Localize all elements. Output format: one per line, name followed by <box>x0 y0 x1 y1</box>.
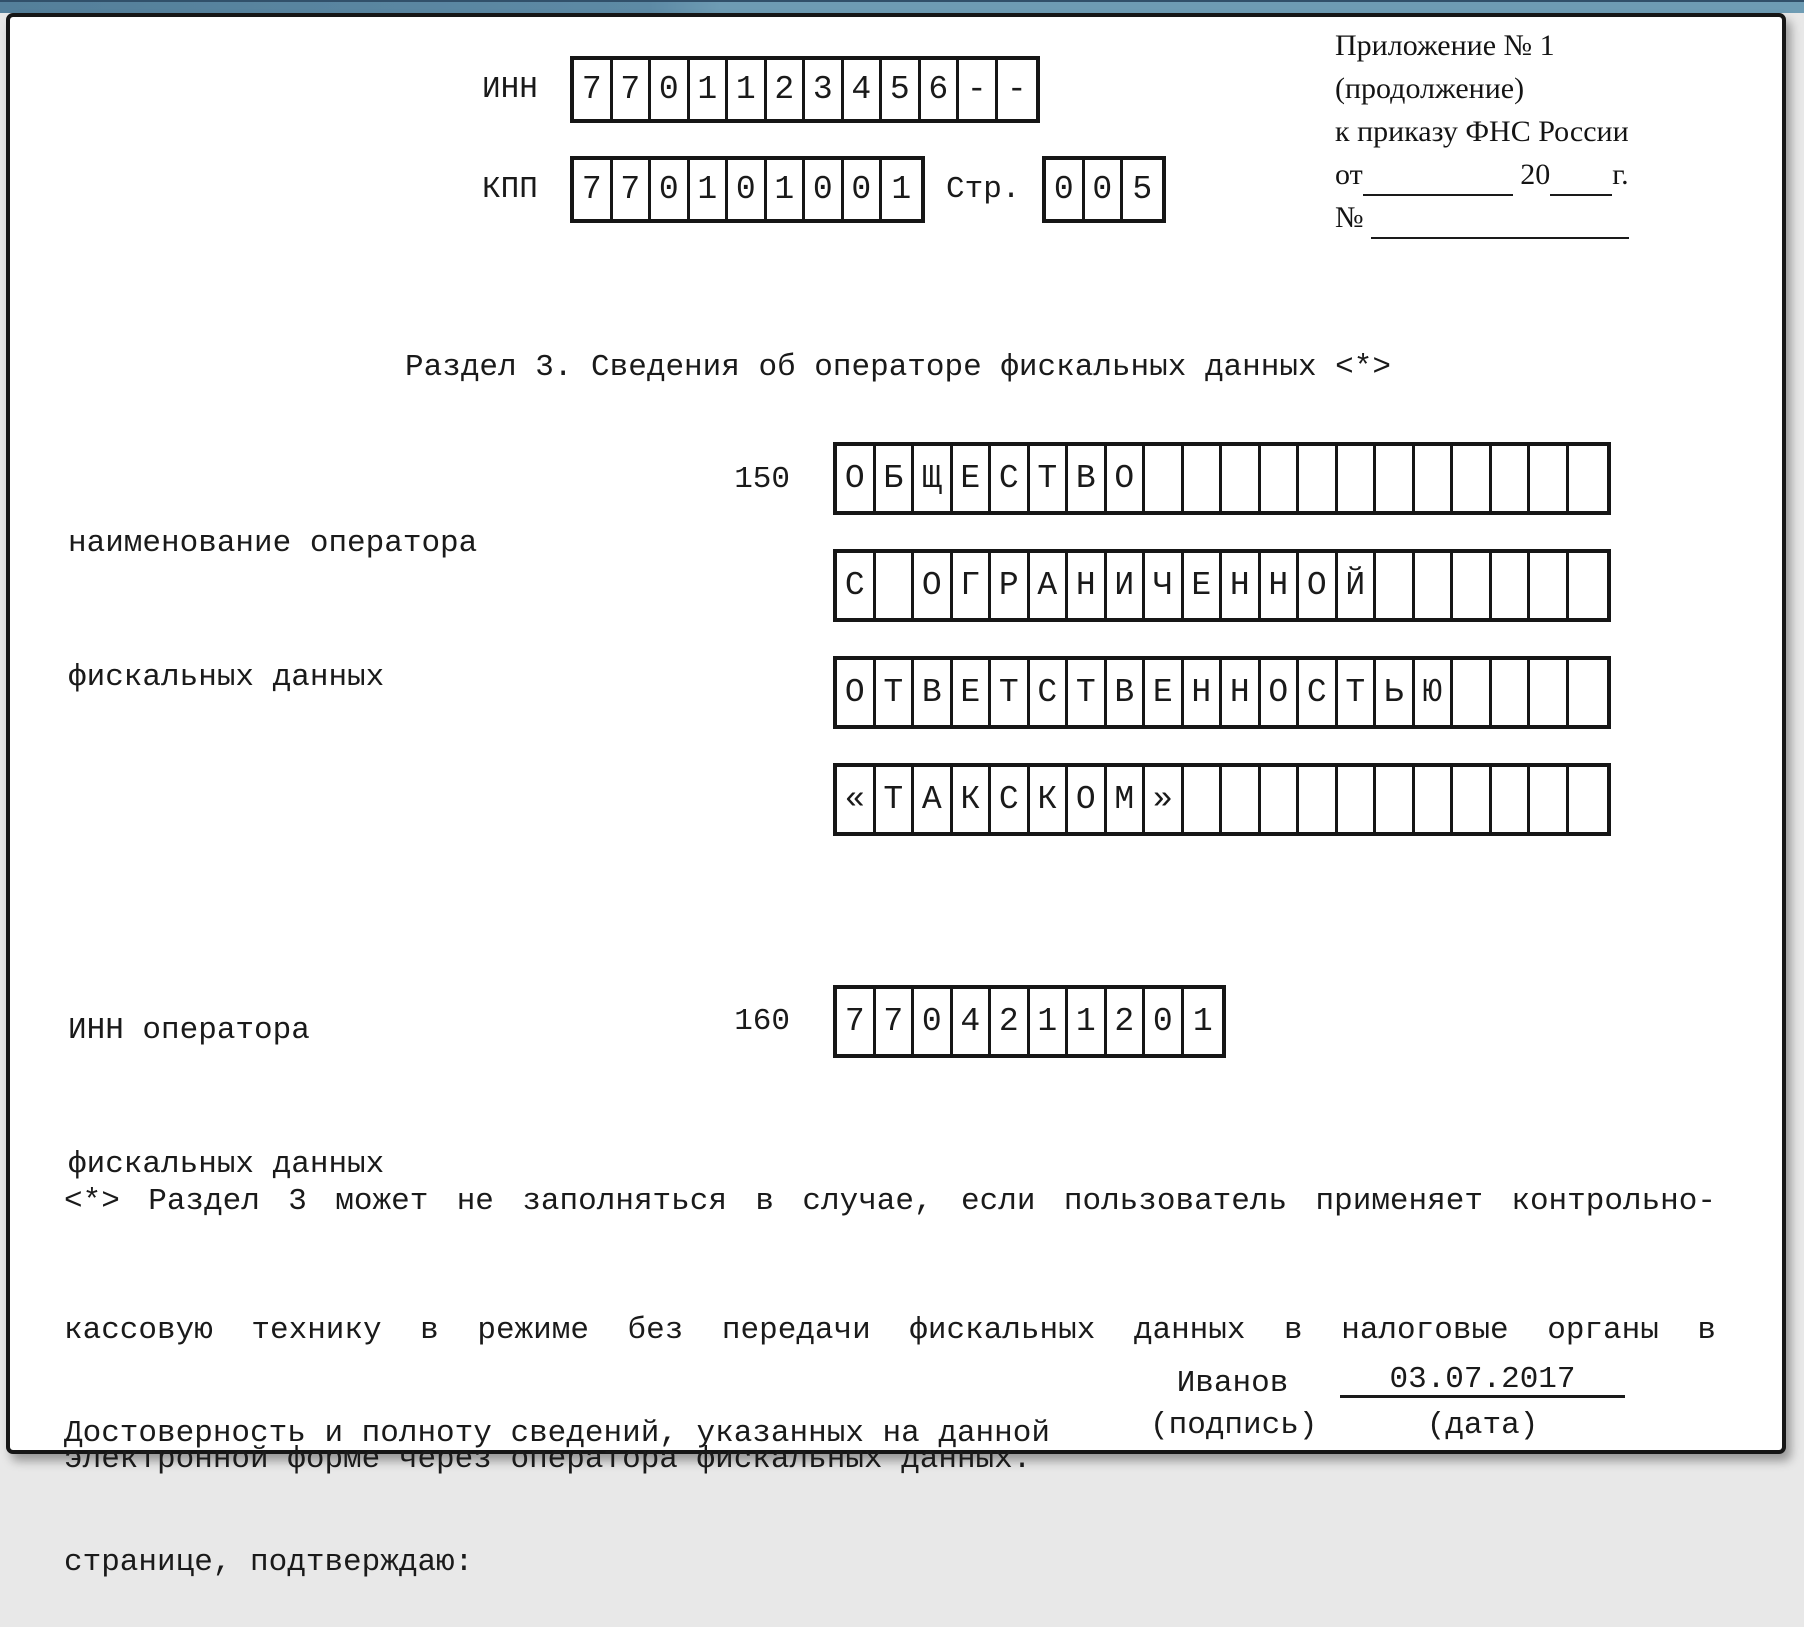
char-cell: 1 <box>1068 989 1107 1054</box>
appendix-line-2: (продолжение) <box>1335 72 1525 105</box>
appendix-line-1: Приложение № 1 <box>1335 29 1555 62</box>
year-suffix: г. <box>1612 158 1629 191</box>
char-cell: 0 <box>844 160 883 219</box>
char-cell <box>876 553 915 618</box>
char-cell <box>1569 660 1608 725</box>
char-cell <box>1492 446 1531 511</box>
char-cell <box>1145 446 1184 511</box>
char-cell <box>1299 446 1338 511</box>
char-cell: Т <box>991 660 1030 725</box>
date-blank-line <box>1363 162 1513 196</box>
char-cell <box>1569 553 1608 618</box>
char-cell: С <box>991 767 1030 832</box>
char-cell: О <box>1261 660 1300 725</box>
number-blank-line <box>1371 205 1629 239</box>
char-cell <box>1376 553 1415 618</box>
confirmation-statement <box>64 1326 1050 1627</box>
char-cell <box>1222 767 1261 832</box>
char-cell: О <box>914 553 953 618</box>
page-number-cells <box>1042 156 1166 223</box>
field150-row-3 <box>833 656 1611 729</box>
char-cell <box>1492 767 1531 832</box>
char-cell: В <box>1107 660 1146 725</box>
confirmation-line-2: странице, подтверждаю: <box>64 1545 474 1580</box>
kpp-cells <box>570 156 925 223</box>
char-cell: М <box>1107 767 1146 832</box>
char-cell: 7 <box>876 989 915 1054</box>
field150-label-line2: фискальных данных <box>68 660 385 695</box>
section-title: Раздел 3. Сведения об операторе фискальных данных <*> <box>405 350 1391 385</box>
char-cell: 1 <box>728 60 767 119</box>
field150-row-2 <box>833 549 1611 622</box>
char-cell <box>1569 767 1608 832</box>
char-cell: Е <box>953 446 992 511</box>
year-blank-line <box>1550 162 1612 196</box>
char-cell <box>1415 767 1454 832</box>
char-cell: 0 <box>914 989 953 1054</box>
inn-cells <box>570 56 1040 123</box>
char-cell: Т <box>1338 660 1377 725</box>
char-cell: - <box>959 60 998 119</box>
char-cell <box>1453 660 1492 725</box>
char-cell <box>1415 553 1454 618</box>
field160-label-line2: фискальных данных <box>68 1147 385 1182</box>
signature-date-caption: (дата) <box>1426 1408 1539 1443</box>
char-cell: 2 <box>991 989 1030 1054</box>
char-cell: 0 <box>651 160 690 219</box>
char-cell <box>1415 446 1454 511</box>
char-cell: Щ <box>914 446 953 511</box>
char-cell: 7 <box>613 60 652 119</box>
field150-label-line1: наименование оператора <box>68 526 478 561</box>
char-cell: 7 <box>837 989 876 1054</box>
char-cell: Ч <box>1145 553 1184 618</box>
char-cell <box>1530 446 1569 511</box>
char-cell: » <box>1145 767 1184 832</box>
field160-label-line1: ИНН оператора <box>68 1013 310 1048</box>
signature-date: 03.07.2017 <box>1340 1358 1625 1398</box>
char-cell <box>1453 553 1492 618</box>
char-cell: С <box>1030 660 1069 725</box>
field150-code: 150 <box>734 462 790 497</box>
char-cell <box>1376 767 1415 832</box>
appendix-header <box>1335 24 1675 239</box>
appendix-number-line <box>1335 196 1675 239</box>
char-cell: 1 <box>1192 1003 1213 1040</box>
char-cell <box>1492 660 1531 725</box>
char-cell <box>1569 446 1608 511</box>
char-cell: 2 <box>767 60 806 119</box>
char-cell: А <box>1030 553 1069 618</box>
char-cell <box>1453 446 1492 511</box>
char-cell: В <box>914 660 953 725</box>
char-cell: 1 <box>767 160 806 219</box>
char-cell: Е <box>953 660 992 725</box>
appendix-date-line <box>1335 153 1675 196</box>
char-cell: Е <box>1184 553 1223 618</box>
char-cell: 6 <box>921 60 960 119</box>
signature-name: Иванов <box>1176 1366 1289 1401</box>
char-cell: Н <box>1222 660 1261 725</box>
char-cell: 2 <box>1107 989 1146 1054</box>
field150-row-4 <box>833 763 1611 836</box>
char-cell: Т <box>876 767 915 832</box>
char-cell: 1 <box>891 171 912 208</box>
char-cell: 0 <box>805 160 844 219</box>
char-cell <box>1184 446 1223 511</box>
year-prefix: 20 <box>1520 158 1551 191</box>
char-cell: 0 <box>1085 160 1124 219</box>
char-cell <box>1184 767 1223 832</box>
char-cell <box>1222 446 1261 511</box>
char-cell: А <box>914 767 953 832</box>
char-cell: К <box>1030 767 1069 832</box>
char-cell: 7 <box>613 160 652 219</box>
char-cell: 7 <box>574 60 613 119</box>
char-cell: И <box>1107 553 1146 618</box>
char-cell: Т <box>876 660 915 725</box>
field150-label <box>68 436 477 747</box>
char-cell <box>1376 446 1415 511</box>
char-cell: О <box>1299 553 1338 618</box>
char-cell: Й <box>1338 553 1377 618</box>
field160-code: 160 <box>734 1004 790 1039</box>
char-cell <box>1530 553 1569 618</box>
char-cell: 0 <box>1046 160 1085 219</box>
char-cell: Б <box>876 446 915 511</box>
char-cell: Р <box>991 553 1030 618</box>
char-cell: Н <box>1068 553 1107 618</box>
char-cell: Т <box>1030 446 1069 511</box>
char-cell: 1 <box>690 160 729 219</box>
kpp-label: КПП <box>482 172 538 207</box>
page-number-label: Стр. <box>946 172 1021 207</box>
char-cell: 4 <box>953 989 992 1054</box>
char-cell <box>1338 446 1377 511</box>
char-cell: 0 <box>651 60 690 119</box>
appendix-line-3: к приказу ФНС России <box>1335 115 1629 148</box>
char-cell <box>1492 553 1531 618</box>
char-cell: Н <box>1184 660 1223 725</box>
char-cell <box>1530 767 1569 832</box>
char-cell: Н <box>1222 553 1261 618</box>
char-cell: Е <box>1145 660 1184 725</box>
char-cell: 0 <box>1145 989 1184 1054</box>
char-cell: С <box>991 446 1030 511</box>
number-label: № <box>1335 201 1364 234</box>
char-cell <box>1338 767 1377 832</box>
char-cell: Н <box>1261 553 1300 618</box>
char-cell: 3 <box>805 60 844 119</box>
char-cell: 5 <box>1132 171 1153 208</box>
char-cell <box>1261 767 1300 832</box>
char-cell: 7 <box>574 160 613 219</box>
char-cell <box>1261 446 1300 511</box>
char-cell: О <box>837 446 876 511</box>
char-cell: « <box>837 767 876 832</box>
char-cell: 5 <box>882 60 921 119</box>
confirmation-line-1: Достоверность и полноту сведений, указанных на данной <box>64 1416 1050 1451</box>
field150-row-1 <box>833 442 1611 515</box>
char-cell: С <box>1299 660 1338 725</box>
char-cell: 4 <box>844 60 883 119</box>
char-cell: Т <box>1068 660 1107 725</box>
char-cell <box>1299 767 1338 832</box>
char-cell: С <box>837 553 876 618</box>
char-cell <box>1530 660 1569 725</box>
char-cell: Ь <box>1376 660 1415 725</box>
char-cell: К <box>953 767 992 832</box>
footnote-line-3: электронной форме через оператора фискальных данных. <box>64 1442 1032 1477</box>
field160-cells <box>833 985 1226 1058</box>
char-cell: 0 <box>728 160 767 219</box>
signature-caption: (подпись) <box>1150 1408 1318 1443</box>
footnote-line-1: <*> Раздел 3 может не заполняться в случае, если пользователь применяет контрольно- <box>64 1184 1716 1219</box>
from-label: от <box>1335 158 1363 191</box>
char-cell: В <box>1068 446 1107 511</box>
char-cell: 1 <box>690 60 729 119</box>
char-cell: Ю <box>1415 660 1454 725</box>
inn-label: ИНН <box>482 72 538 107</box>
char-cell: О <box>837 660 876 725</box>
viewer-top-bar <box>0 0 1804 13</box>
char-cell: 1 <box>1030 989 1069 1054</box>
char-cell: Г <box>953 553 992 618</box>
footnote-line-2: кассовую технику в режиме без передачи фискальных данных в налоговые органы в <box>64 1313 1716 1348</box>
char-cell: - <box>1006 71 1027 108</box>
char-cell: О <box>1107 446 1146 511</box>
char-cell <box>1453 767 1492 832</box>
char-cell: О <box>1068 767 1107 832</box>
